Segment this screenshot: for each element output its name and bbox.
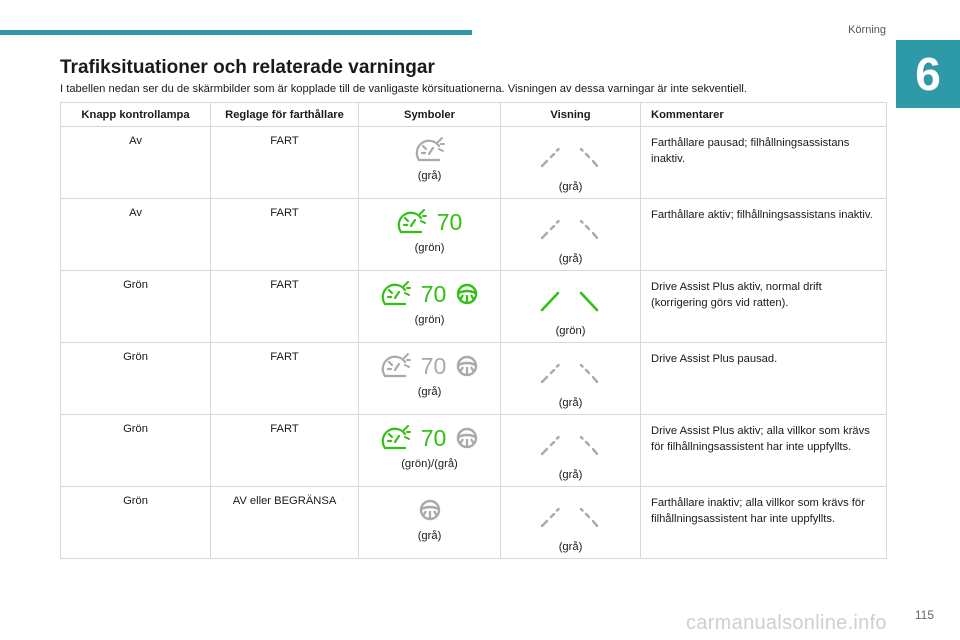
page-title: Trafiksituationer och relaterade varningar	[60, 57, 435, 78]
lane-lines-icon	[539, 503, 603, 529]
lane-lines-icon	[539, 143, 603, 169]
symbols-cell	[359, 127, 501, 199]
symbols-cell	[359, 199, 501, 271]
speedometer-icon	[381, 280, 411, 308]
lamp-cell: Av	[61, 127, 211, 199]
section-name: Körning	[848, 24, 886, 36]
symbol-group	[359, 133, 500, 167]
speedometer-icon	[397, 208, 427, 236]
page-number: 115	[914, 608, 934, 622]
steering-wheel-icon	[456, 355, 478, 377]
control-cell: FART	[211, 127, 359, 199]
set-speed-value: 70	[420, 352, 447, 379]
lamp-cell: Grön	[61, 487, 211, 559]
table-row	[61, 415, 887, 487]
lamp-cell: Grön	[61, 271, 211, 343]
display-color-label: (grå)	[558, 181, 583, 193]
symbol-color-label: (grön)	[414, 314, 445, 326]
control-cell: FART	[211, 415, 359, 487]
symbol-color-label: (grå)	[417, 530, 442, 542]
lane-lines-icon	[539, 287, 603, 313]
symbol-color-label: (grå)	[417, 386, 442, 398]
warnings-table	[60, 102, 887, 559]
display-cell	[501, 271, 641, 343]
comment-cell: Drive Assist Plus aktiv, normal drift (korrigering görs vid ratten).	[641, 271, 887, 343]
header-symbols: Symboler	[359, 103, 501, 127]
table-row	[61, 199, 887, 271]
comment-cell: Farthållare inaktiv; alla villkor som krävs för filhållningsassistent har inte uppfyllts.	[641, 487, 887, 559]
lamp-cell: Av	[61, 199, 211, 271]
control-cell: FART	[211, 343, 359, 415]
table-header-row	[61, 103, 887, 127]
table-row	[61, 487, 887, 559]
comment-cell: Drive Assist Plus aktiv; alla villkor som krävs för filhållningsassistent har inte uppfyllts.	[641, 415, 887, 487]
display-cell	[501, 343, 641, 415]
lamp-cell: Grön	[61, 343, 211, 415]
symbol-color-label: (grön)	[414, 242, 445, 254]
control-cell: FART	[211, 199, 359, 271]
symbol-group	[359, 493, 500, 527]
steering-wheel-icon	[419, 499, 441, 521]
display-color-label: (grå)	[558, 253, 583, 265]
display-color-label: (grå)	[558, 397, 583, 409]
symbol-group	[359, 205, 500, 239]
symbols-cell	[359, 343, 501, 415]
header-control: Reglage för farthållare	[211, 103, 359, 127]
symbol-color-label: (grön)/(grå)	[401, 458, 458, 470]
display-color-label: (grå)	[558, 541, 583, 553]
header-comments: Kommentarer	[641, 103, 887, 127]
symbols-cell	[359, 487, 501, 559]
steering-wheel-icon	[456, 283, 478, 305]
speedometer-icon	[415, 136, 445, 164]
symbol-group	[359, 277, 500, 311]
comment-cell: Farthållare aktiv; filhållningsassistans inaktiv.	[641, 199, 887, 271]
display-color-label: (grön)	[555, 325, 586, 337]
display-cell	[501, 487, 641, 559]
header-lamp: Knapp kontrollampa	[61, 103, 211, 127]
set-speed-value: 70	[436, 208, 463, 235]
control-cell: FART	[211, 271, 359, 343]
symbol-group	[359, 349, 500, 383]
lane-lines-icon	[539, 431, 603, 457]
table-row	[61, 271, 887, 343]
display-cell	[501, 415, 641, 487]
comment-cell: Farthållare pausad; filhållningsassistans inaktiv.	[641, 127, 887, 199]
lamp-cell: Grön	[61, 415, 211, 487]
table-row	[61, 127, 887, 199]
watermark: carmanualsonline.info	[686, 612, 887, 634]
steering-wheel-icon	[456, 427, 478, 449]
intro-text: I tabellen nedan ser du de skärmbilder som är kopplade till de vanligaste körsituationerna. Visningen av dessa varningar är inte sekventiell.	[60, 83, 747, 95]
speedometer-icon	[381, 424, 411, 452]
display-cell	[501, 199, 641, 271]
header-display: Visning	[501, 103, 641, 127]
chapter-number: 6	[896, 40, 960, 108]
symbols-cell	[359, 415, 501, 487]
lane-lines-icon	[539, 215, 603, 241]
set-speed-value: 70	[420, 424, 447, 451]
control-cell: AV eller BEGRÄNSA	[211, 487, 359, 559]
display-cell	[501, 127, 641, 199]
symbol-group	[359, 421, 500, 455]
display-color-label: (grå)	[558, 469, 583, 481]
lane-lines-icon	[539, 359, 603, 385]
table-row	[61, 343, 887, 415]
set-speed-value: 70	[420, 280, 447, 307]
symbols-cell	[359, 271, 501, 343]
comment-cell: Drive Assist Plus pausad.	[641, 343, 887, 415]
header-accent-bar	[0, 30, 472, 35]
speedometer-icon	[381, 352, 411, 380]
symbol-color-label: (grå)	[417, 170, 442, 182]
